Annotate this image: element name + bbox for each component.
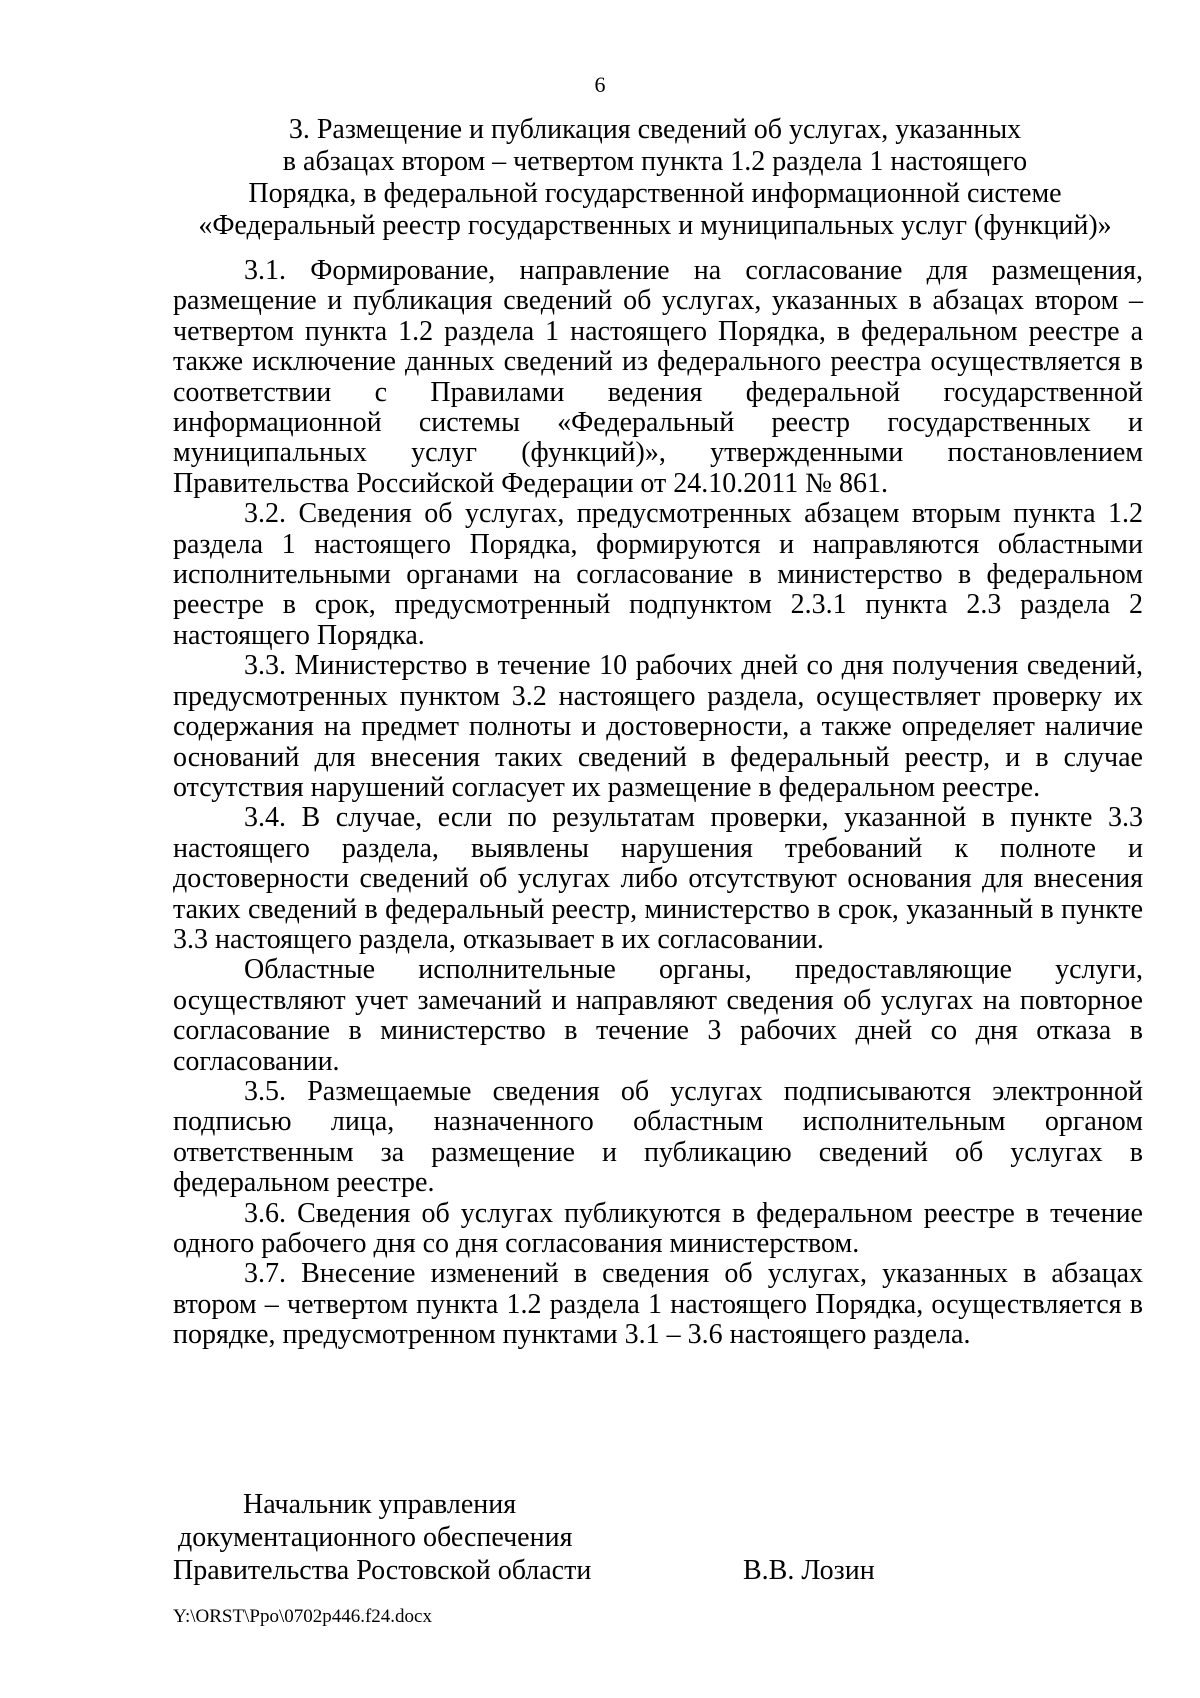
paragraph-3-2: 3.2. Сведения об услугах, предусмотренных абзацем вторым пункта 1.2 раздела 1 настоящего Порядка, формируются и направляются областными исполнительными органами на согласование в министерство в федеральном реестре в срок, предусмотренный подпунктом 2.3.1 пункта 2.3 раздела 2 настоящего Порядка. [173,498,1143,651]
section-heading-line: 3. Размещение и публикация сведений об услугах, указанных [288,114,1022,145]
signature-row [173,1554,973,1587]
paragraph-3-3: 3.3. Министерство в течение 10 рабочих дней со дня получения сведений, предусмотренных пунктом 3.2 настоящего раздела, осуществляет проверку их содержания на предмет полноты и достоверности, а также определяет наличие оснований для внесения таких сведений в федеральный реестр, и в случае отсутствия нарушений согласует их размещение в федеральном реестре. [173,650,1143,803]
paragraph-3-4: 3.4. В случае, если по результатам проверки, указанной в пункте 3.3 настоящего раздела, выявлены нарушения требований к полноте и достоверности сведений об услугах либо отсутствуют основания для внесения таких сведений в федеральный реестр, министерство в срок, указанный в пункте 3.3 настоящего раздела, отказывает в их согласовании. [173,802,1143,955]
signature-block [173,1488,973,1587]
section-heading-line: Порядка, в федеральной государственной информационной системе [248,178,1062,209]
paragraph-3-7: 3.7. Внесение изменений в сведения об услугах, указанных в абзацах втором – четвертом пункта 1.2 раздела 1 настоящего Порядка, осуществляется в порядке, предусмотренном пунктами 3.1 – 3.6 настоящего раздела. [173,1258,1143,1351]
signatory-title-line-2: документационного обеспечения [178,1522,573,1553]
signatory-title-line-1: Начальник управления [243,1489,517,1520]
paragraph-3-6: 3.6. Сведения об услугах публикуются в федеральном реестре в течение одного рабочего дня со дня согласования министерством. [173,1197,1143,1259]
paragraph-3-1: 3.1. Формирование, направление на согласование для размещения, размещение и публикация сведений об услугах, указанных в абзацах втором – четвертом пункта 1.2 раздела 1 настоящего Порядка, в федеральном реестре а также исключение данных сведений из федерального реестра осуществляется в соответствии с Правилами ведения федеральной государственной информационной системы «Федеральный реестр государственных и муниципальных услуг (функций)», утвержденными постановлением Правительства Российской Федерации от 24.10.2011 № 861. [173,255,1143,499]
section-heading [120,114,1190,242]
signatory-name: В.В. Лозин [743,1555,875,1586]
paragraph-3-4-continued: Областные исполнительные органы, предоставляющие услуги, осуществляют учет замечаний и направляют сведения об услугах на повторное согласование в министерство в течение 3 рабочих дней со дня отказа в согласовании. [173,954,1143,1077]
signatory-title-line-3: Правительства Ростовской области [173,1555,592,1586]
section-heading-line: «Федеральный реестр государственных и муниципальных услуг (функций)» [198,210,1112,241]
paragraph-3-5: 3.5. Размещаемые сведения об услугах подписываются электронной подписью лица, назначенного областным исполнительным органом ответственным за размещение и публикацию сведений об услугах в федеральном реестре. [173,1075,1143,1199]
page-number: 6 [594,72,606,97]
section-heading-line: в абзацах втором – четвертом пункта 1.2 раздела 1 настоящего [282,146,1028,177]
footer-file-path: Y:\ORST\Ppo\0702p446.f24.docx [173,1606,432,1627]
document-body [173,256,1143,1351]
